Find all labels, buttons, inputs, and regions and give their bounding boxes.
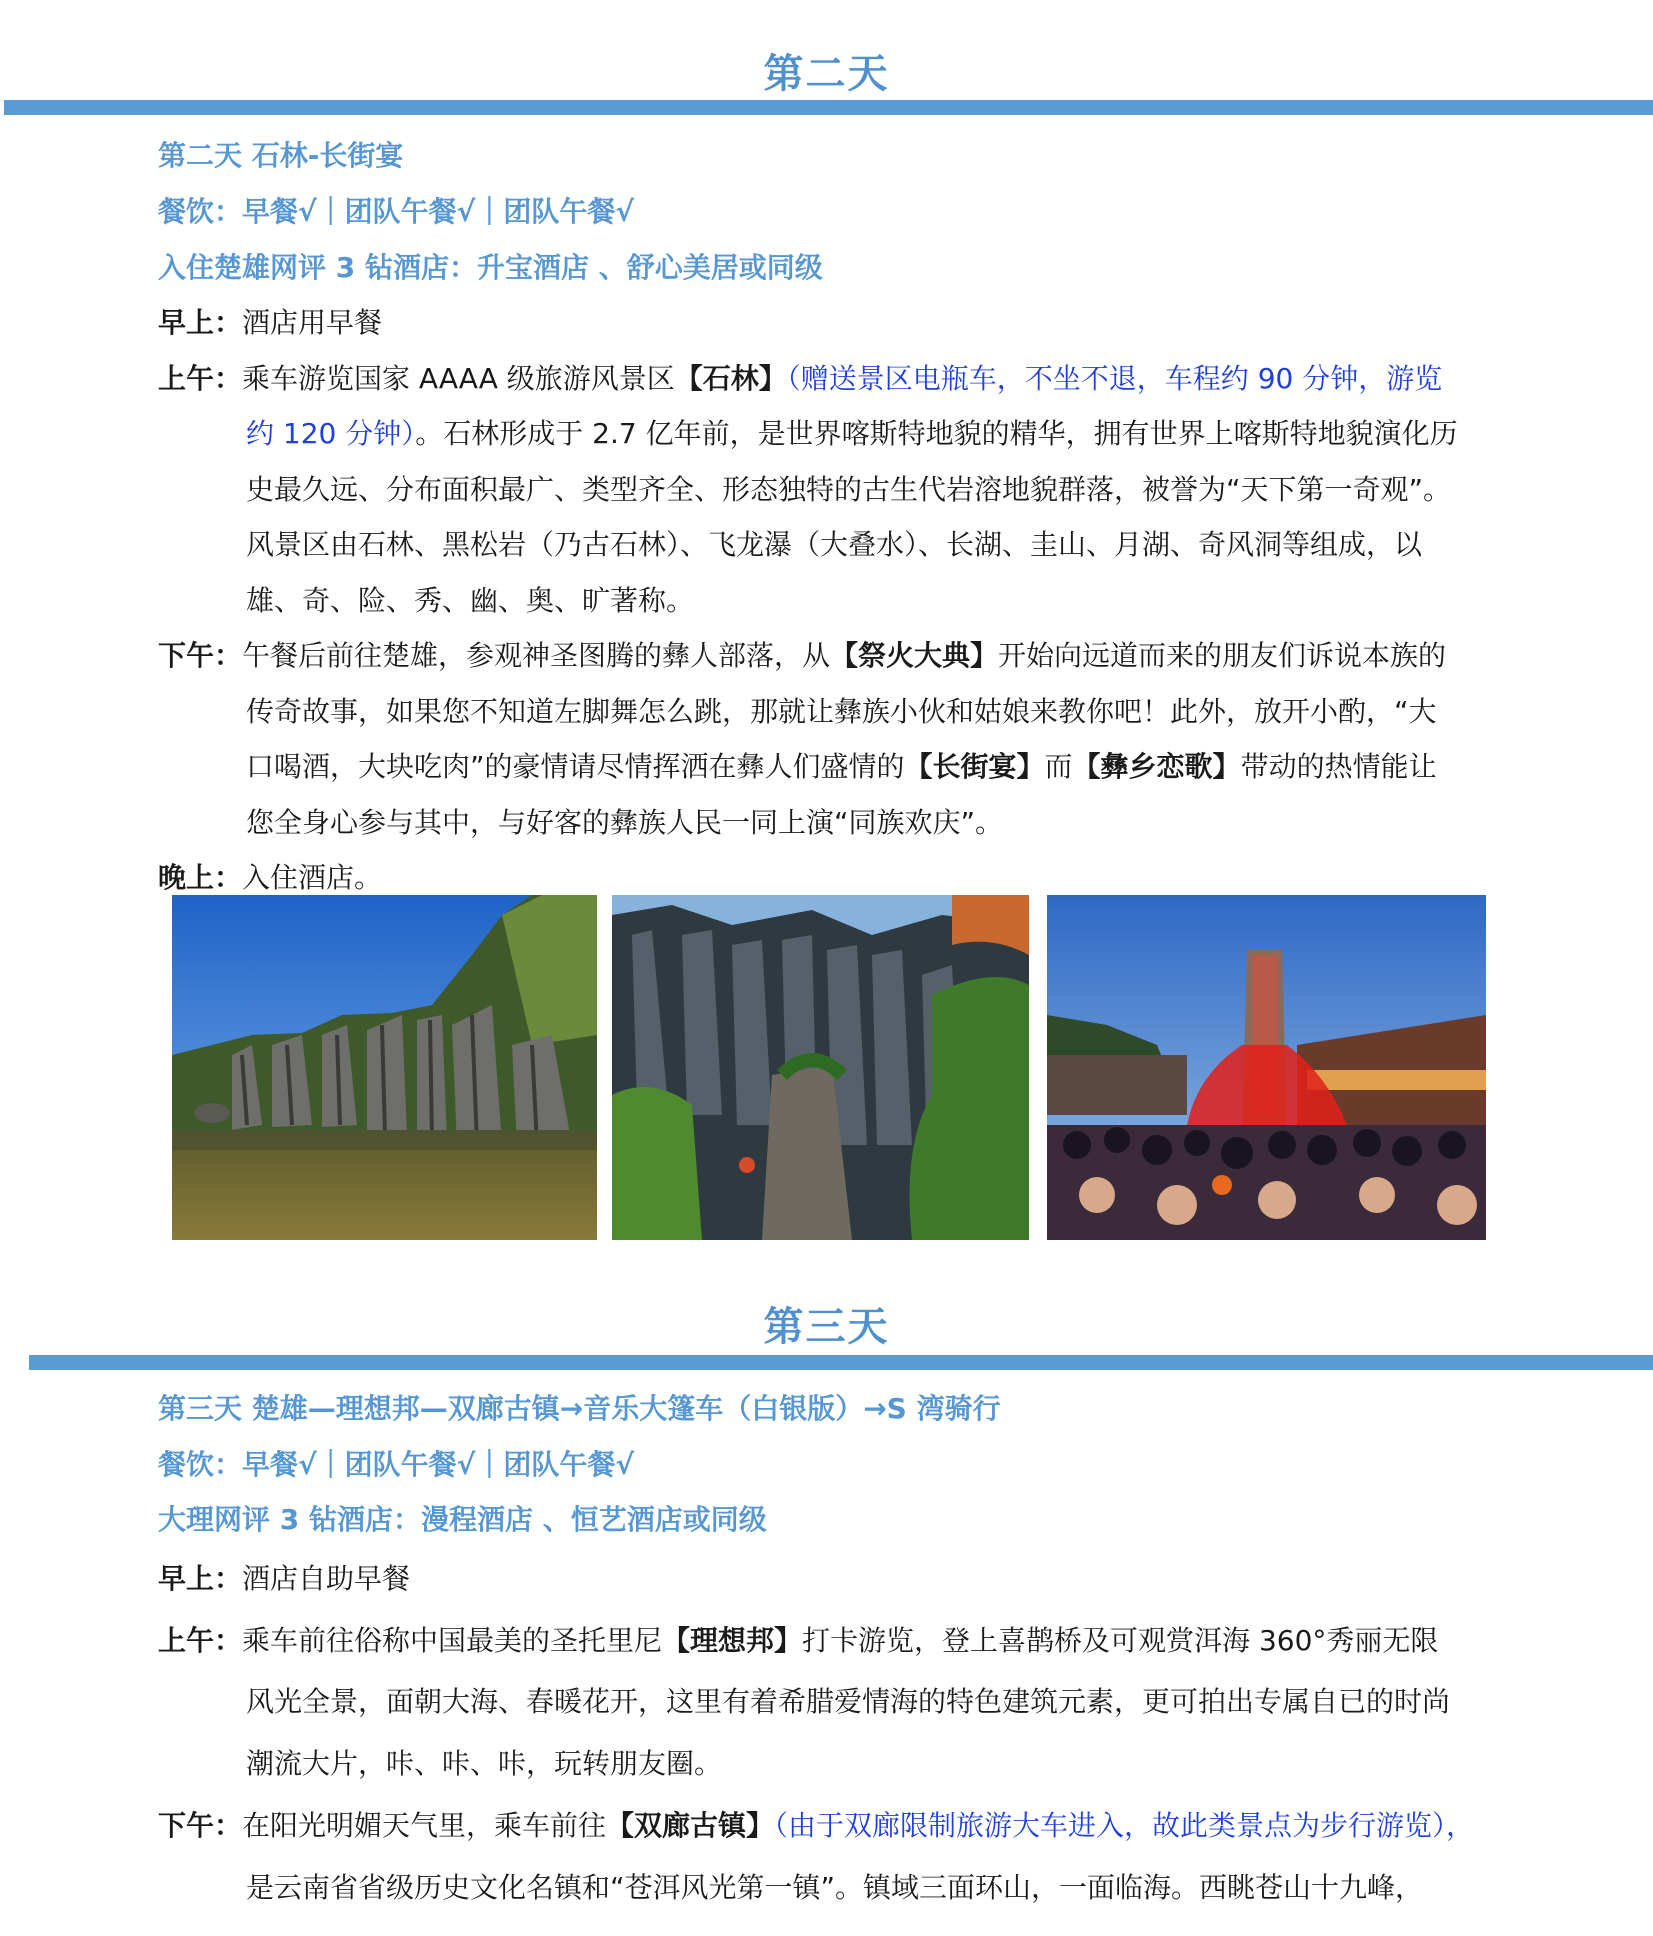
- day2-divider: [4, 100, 1653, 115]
- am-text: 打卡游览，登上喜鹊桥及可观赏洱海 360°秀丽无限: [802, 1624, 1439, 1657]
- am-text: 乘车前往俗称中国最美的圣托里尼: [242, 1624, 663, 1657]
- pm-text: 口喝酒，大块吃肉”的豪情请尽情挥洒在彝人们盛情的: [246, 750, 905, 783]
- morning-label: 早上：: [158, 306, 243, 339]
- am-note: 约 120 分钟）: [246, 417, 416, 450]
- pm-label: 下午：: [158, 639, 243, 672]
- day2-am-line2: [246, 412, 1458, 452]
- day2-morning: [158, 301, 382, 341]
- day2-heading: 第二天 石林-长街宴: [158, 139, 404, 172]
- attraction-name: 【理想邦】: [662, 1624, 803, 1657]
- day2-hotel: 入住楚雄网评 3 钻酒店：升宝酒店 、舒心美居或同级: [158, 251, 823, 284]
- morning-label: 早上：: [158, 1562, 243, 1595]
- morning-text: 酒店自助早餐: [242, 1562, 411, 1595]
- am-text: 乘车游览国家 AAAA 级旅游风景区: [242, 362, 675, 395]
- attraction-name: 【长街宴】: [904, 750, 1045, 783]
- day3-heading: 第三天 楚雄—理想邦—双廊古镇→音乐大篷车（白银版）→S 湾骑行: [158, 1392, 1001, 1425]
- day3-am-line3: 潮流大片，咔、咔、咔，玩转朋友圈。: [246, 1747, 723, 1780]
- day2-pm-line1: [158, 634, 1446, 674]
- day2-pm-line3: [246, 745, 1437, 785]
- stone-forest-lake-photo: [172, 895, 597, 1240]
- am-label: 上午：: [158, 362, 243, 395]
- attraction-name: 【双廊古镇】: [606, 1809, 775, 1842]
- pm-label: 下午：: [158, 1809, 243, 1842]
- torch-festival-photo: [1047, 895, 1486, 1240]
- pm-text: 在阳光明媚天气里，乘车前往: [242, 1809, 607, 1842]
- attraction-name: 【彝乡恋歌】: [1072, 750, 1241, 783]
- day3-divider: [29, 1355, 1653, 1370]
- attraction-name: 【祭火大典】: [830, 639, 999, 672]
- day3-pm-line2: 是云南省省级历史文化名镇和“苍洱风光第一镇”。镇域三面环山，一面临海。西眺苍山十九峰，: [246, 1871, 1424, 1904]
- pm-text: 而: [1044, 750, 1073, 783]
- attraction-name: 【石林】: [674, 362, 787, 395]
- day3-hotel: 大理网评 3 钻酒店：漫程酒店 、恒艺酒店或同级: [158, 1503, 767, 1536]
- evening-text: 入住酒店。: [242, 861, 383, 894]
- evening-label: 晚上：: [158, 861, 243, 894]
- day3-title: 第三天: [763, 1304, 890, 1350]
- day3-am-line2: 风光全景，面朝大海、春暖花开，这里有着希腊爱情海的特色建筑元素，更可拍出专属自已的时尚: [246, 1685, 1451, 1718]
- day2-pm-line2: 传奇故事，如果您不知道左脚舞怎么跳，那就让彝族小伙和姑娘来教你吧！此外，放开小酌，“大: [246, 695, 1437, 728]
- day2-title: 第二天: [763, 51, 890, 97]
- am-text: 。石林形成于 2.7 亿年前，是世界喀斯特地貌的精华，拥有世界上喀斯特地貌演化历: [415, 417, 1458, 450]
- day3-meals: 餐饮：早餐√｜团队午餐√｜团队午餐√: [158, 1448, 635, 1481]
- am-label: 上午：: [158, 1624, 243, 1657]
- pm-text: 午餐后前往楚雄，参观神圣图腾的彝人部落，从: [242, 639, 831, 672]
- day3-am-line1: [158, 1619, 1438, 1659]
- day3-morning: [158, 1557, 410, 1597]
- pm-note: （由于双廊限制旅游大车进入，故此类景点为步行游览），: [774, 1809, 1475, 1842]
- pm-text: 开始向远道而来的朋友们诉说本族的: [998, 639, 1447, 672]
- day2-pm-line4: 您全身心参与其中，与好客的彝族人民一同上演“同族欢庆”。: [246, 806, 1004, 839]
- morning-text: 酒店用早餐: [242, 306, 383, 339]
- day2-meals: 餐饮：早餐√｜团队午餐√｜团队午餐√: [158, 195, 635, 228]
- day2-am-line3: 史最久远、分布面积最广、类型齐全、形态独特的古生代岩溶地貌群落，被誉为“天下第一奇观”。: [246, 473, 1452, 506]
- day2-am-line1: [158, 357, 1442, 397]
- day2-evening: [158, 856, 382, 896]
- am-note: （赠送景区电瓶车，不坐不退，车程约 90 分钟，游览: [786, 362, 1443, 395]
- day2-am-line5: 雄、奇、险、秀、幽、奥、旷著称。: [246, 584, 695, 617]
- stone-forest-pillars-photo: [612, 895, 1029, 1240]
- pm-text: 带动的热情能让: [1240, 750, 1437, 783]
- day2-am-line4: 风景区由石林、黑松岩（乃古石林）、飞龙瀑（大叠水）、长湖、圭山、月湖、奇风洞等组成，以: [246, 528, 1423, 561]
- day3-pm-line1: [158, 1804, 1474, 1844]
